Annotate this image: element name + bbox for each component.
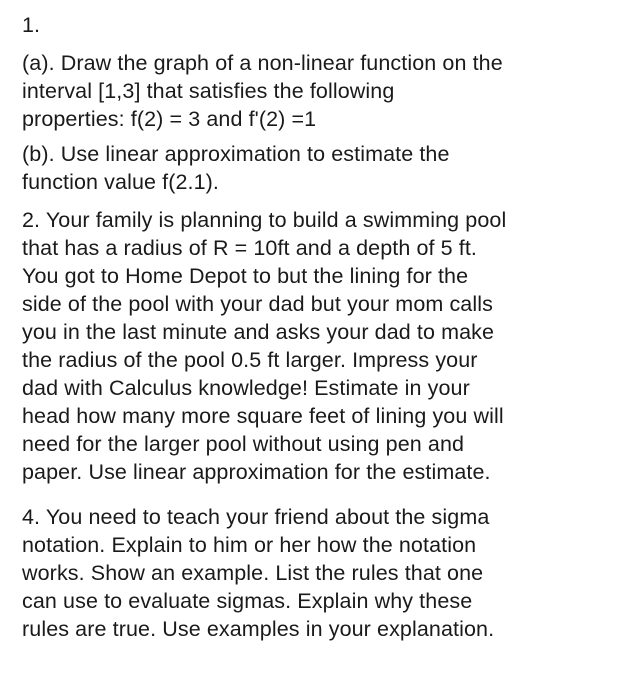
text-line: 4. You need to teach your friend about the sigma bbox=[22, 505, 490, 529]
question-1-part-a bbox=[22, 49, 617, 133]
document bbox=[22, 0, 617, 643]
text-line: head how many more square feet of lining you will bbox=[22, 404, 504, 428]
text-line: interval [1,3] that satisfies the following bbox=[22, 79, 395, 103]
text-line: rules are true. Use examples in your explanation. bbox=[22, 617, 495, 641]
question-4 bbox=[22, 503, 617, 643]
text-line: properties: f(2) = 3 and f'(2) =1 bbox=[22, 107, 317, 131]
text-line: dad with Calculus knowledge! Estimate in your bbox=[22, 376, 470, 400]
text-line: works. Show an example. List the rules that one bbox=[22, 561, 484, 585]
question-1-number: 1. bbox=[22, 13, 41, 37]
text-line: notation. Explain to him or her how the notation bbox=[22, 533, 477, 557]
question-2 bbox=[22, 206, 617, 486]
text-line: need for the larger pool without using pen and bbox=[22, 432, 465, 456]
text-line: you in the last minute and asks your dad to make bbox=[22, 320, 495, 344]
text-line: that has a radius of R = 10ft and a depth of 5 ft. bbox=[22, 236, 478, 260]
text-line: (b). Use linear approximation to estimate the bbox=[22, 142, 450, 166]
text-line: side of the pool with your dad but your mom calls bbox=[22, 292, 493, 316]
text-line: You got to Home Depot to but the lining for the bbox=[22, 264, 469, 288]
text-line: function value f(2.1). bbox=[22, 170, 220, 194]
text-line: (a). Draw the graph of a non-linear function on the bbox=[22, 51, 503, 75]
text-line: the radius of the pool 0.5 ft larger. Impress your bbox=[22, 348, 478, 372]
text-line: 2. Your family is planning to build a swimming pool bbox=[22, 208, 507, 232]
text-line: can use to evaluate sigmas. Explain why these bbox=[22, 589, 473, 613]
text-line: paper. Use linear approximation for the estimate. bbox=[22, 460, 491, 484]
question-1-part-b bbox=[22, 140, 617, 196]
